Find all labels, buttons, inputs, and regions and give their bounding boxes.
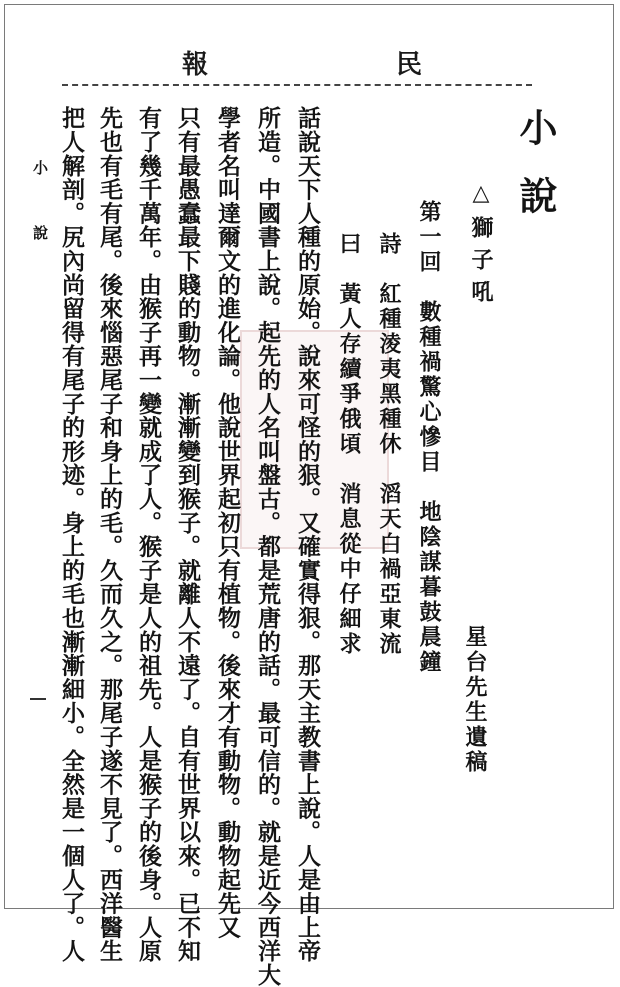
header-rule — [62, 84, 532, 86]
page-number — [30, 698, 46, 700]
header-title-right: 民 — [396, 50, 423, 80]
body-column-7: 把人解剖。尻內尚留得有尾子的形迹。身上的毛也漸漸細小。全然是一個人了。人 — [58, 106, 85, 963]
author-line: 星台先生遺稿 — [462, 625, 488, 775]
body-column-3: 學者名叫達爾文的進化論。他說世界起初只有植物。後來才有動物。動物起先又 — [214, 106, 241, 939]
body-column-4: 只有最愚蠢最下賤的動物。漸漸變到猴子。就離人不遠了。自有世界以來。已不知 — [174, 106, 201, 963]
section-title: 小說 — [513, 108, 558, 244]
body-column-6: 先也有毛有尾。後來惱惡尾子和身上的毛。久而久之。那尾子遂不見了。西洋醫生 — [96, 106, 123, 963]
chapter-poem-line-2: 曰 黃人存續爭俄頃 消息從中仔細求 — [336, 232, 362, 657]
body-column-1: 話說天下人種的原始。說來可怪的狠。又確實得狠。那天主教書上說。人是由上帝 — [294, 106, 321, 963]
body-column-2: 所造。中國書上說。起先的人名叫盤古。都是荒唐的話。最可信的。就是近今西洋大 — [254, 106, 281, 987]
chapter-poem-line-1: 詩 紅種淩夷黑種休 滔天白禍亞東流 — [376, 232, 402, 657]
header-title-left: 報 — [182, 50, 209, 80]
margin-section-label: 小說 — [31, 160, 49, 290]
work-title: △獅子吼 — [468, 180, 494, 312]
chapter-heading: 第一回 數種禍驚心慘目 地陰謀暮鼓晨鐘 — [416, 200, 442, 675]
body-column-5: 有了幾千萬年。由猴子再一變就成了人。猴子是人的祖先。人是猴子的後身。人原 — [135, 106, 162, 963]
